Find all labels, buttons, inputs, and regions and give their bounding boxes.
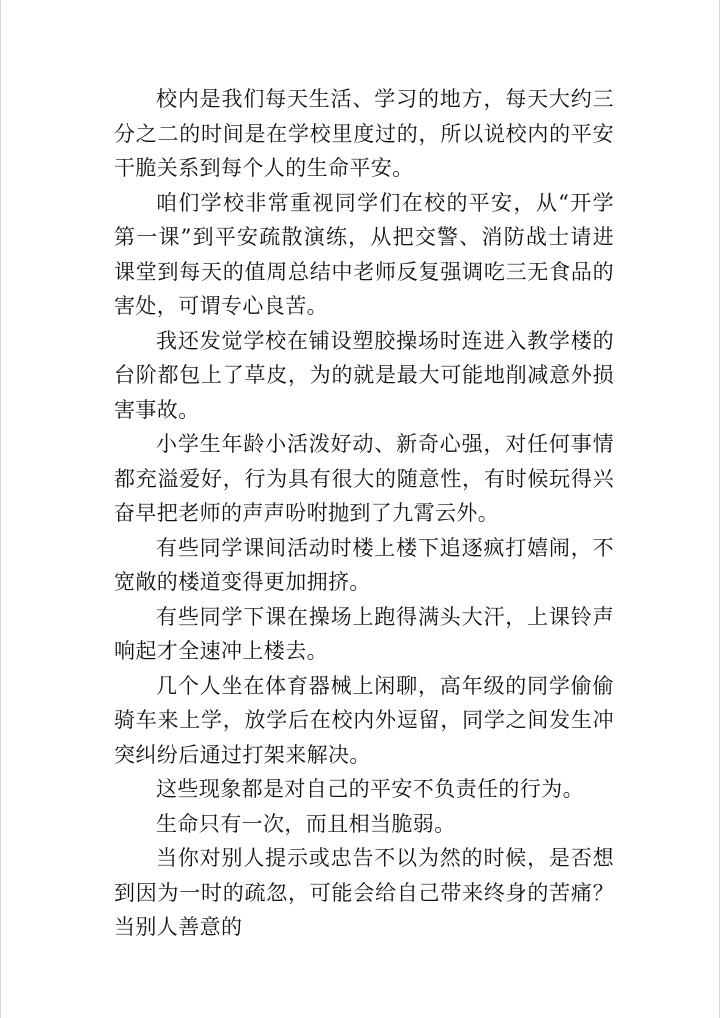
paragraph: 有些同学课间活动时楼上楼下追逐疯打嬉闹，不宽敞的楼道变得更加拥挤。 bbox=[114, 535, 614, 594]
paragraph: 这些现象都是对自己的平安不负责任的行为。 bbox=[156, 777, 584, 801]
paragraph: 我还发觉学校在铺设塑胶操场时连进入教学楼的台阶都包上了草皮，为的就是最大可能地削减意外损害事故。 bbox=[114, 328, 614, 422]
paragraph: 几个人坐在体育器械上闲聊，高年级的同学偷偷骑车来上学，放学后在校内外逗留，同学之间发生冲突纠纷后通过打架来解决。 bbox=[114, 673, 614, 767]
paragraph: 生命只有一次，而且相当脆弱。 bbox=[156, 811, 456, 836]
paragraph: 校内是我们每天生活、学习的地方，每天大约三分之二的时间是在学校里度过的，所以说校内的平安干脆关系到每个人的生命平安。 bbox=[114, 87, 614, 180]
paragraph: 小学生年龄小活泼好动、新奇心强，对任何事情都充溢爱好，行为具有很大的随意性，有时候玩得兴奋早把老师的声声吩咐抛到了九霄云外。 bbox=[114, 432, 614, 525]
paragraph: 有些同学下课在操场上跑得满头大汗，上课铃声响起才全速冲上楼去。 bbox=[114, 604, 614, 663]
paragraph: 咱们学校非常重视同学们在校的平安，从“开学第一课”到平安疏散演练，从把交警、消防战士请进课堂到每天的值周总结中老师反复强调吃三无食品的害处，可谓专心良苦。 bbox=[114, 190, 614, 318]
paragraph: 当你对别人提示或忠告不以为然的时候，是否想到因为一时的疏忽，可能会给自己带来终身的苦痛？当别人善意的 bbox=[114, 846, 614, 939]
document-body bbox=[114, 82, 614, 945]
